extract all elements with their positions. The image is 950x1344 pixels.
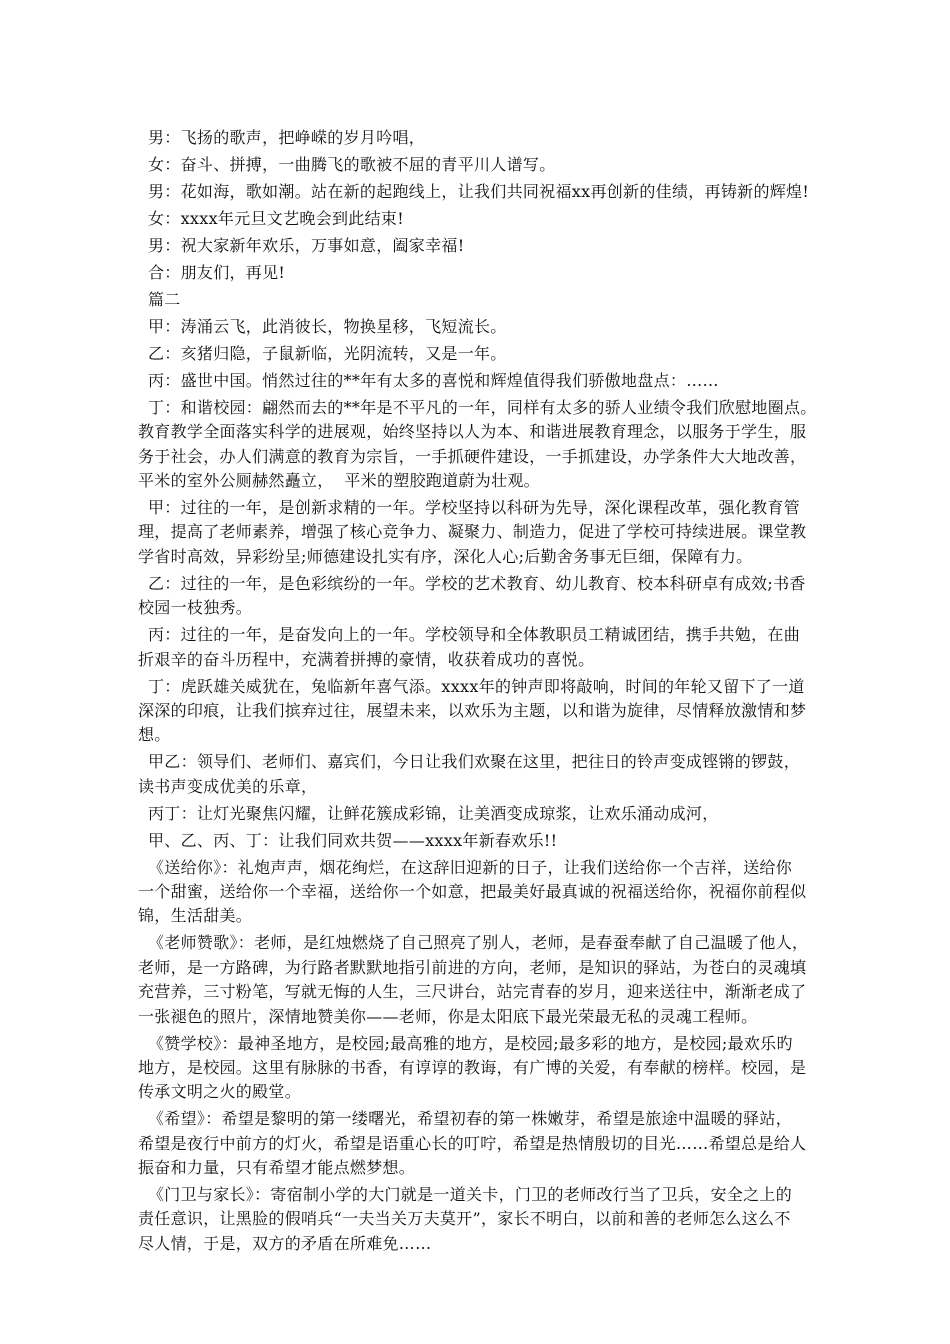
text-line: 丁：虎跃雄关威犹在，兔临新年喜气添。xxxx年的钟声即将敲响，时间的年轮又留下了一道	[148, 676, 805, 696]
text-line: 锦，生活甜美。	[138, 906, 253, 926]
text-line: 深深的印痕，让我们摈弃过往，展望未来，以欢乐为主题，以和谐为旋律，尽情释放激情和梦	[138, 700, 807, 720]
text-line: 校园一枝独秀。	[138, 598, 253, 618]
text-line: 乙：亥猪归隐，子鼠新临，光阴流转，又是一年。	[148, 343, 507, 363]
text-line: 女：xxxx年元旦文艺晚会到此结束!	[148, 208, 404, 228]
text-line: 丁：和谐校园：翩然而去的**年是不平凡的一年，同样有太多的骄人业绩令我们欣慰地圈点。	[148, 397, 817, 417]
text-line: 男：祝大家新年欢乐，万事如意，阖家幸福!	[148, 235, 465, 255]
text-line: 甲、乙、丙、丁：让我们同欢共贺——xxxx年新春欢乐!!	[148, 830, 558, 850]
text-line: 《赞学校》：最神圣地方，是校园;最高雅的地方，是校园;最多彩的地方，是校园;最欢乐旳	[148, 1033, 793, 1053]
text-line: 传承文明之火的殿堂。	[138, 1082, 302, 1102]
text-line: 甲：涛涌云飞，此消彼长，物换星移，飞短流长。	[148, 316, 507, 336]
text-line: 一张褪色的照片，深情地赞美你——老师，你是太阳底下最光荣最无私的灵魂工程师。	[138, 1006, 758, 1026]
text-line: 尽人情，于是，双方的矛盾在所难免……	[138, 1233, 432, 1253]
text-line: 折艰辛的奋斗历程中，充满着拼搏的豪情，收获着成功的喜悦。	[138, 649, 595, 669]
text-line: 甲乙：领导们、老师们、嘉宾们，今日让我们欢聚在这里，把往日的铃声变成铿锵的锣鼓，	[148, 752, 801, 772]
document-body	[138, 126, 818, 1256]
text-line: 充营养，三寸粉笔，写就无悔的人生，三尺讲台，站完青春的岁月，迎来送往中，渐渐老成了	[138, 982, 807, 1002]
text-line: 《希望》：希望是黎明的第一缕曙光，希望初春的第一株嫩芽，希望是旅途中温暖的驿站，	[148, 1109, 793, 1129]
text-line: 男：花如海，歌如潮。站在新的起跑线上，让我们共同祝福xx再创新的佳绩，再铸新的辉煌!	[148, 181, 810, 201]
text-line: 女：奋斗、拼搏，一曲腾飞的歌被不屈的青平川人谱写。	[148, 154, 556, 174]
text-line: 甲：过往的一年，是创新求精的一年。学校坚持以科研为先导，深化课程改革，强化教育管	[148, 498, 801, 517]
text-line: 务于社会，办人们满意的教育为宗旨，一手抓硬件建设，一手抓建设，办学条件大大地改善，	[138, 446, 807, 466]
text-line: 责任意识，让黑脸的假哨兵“一夫当关万夫莫开”，家长不明白，以前和善的老师怎么这么不	[138, 1209, 791, 1229]
text-line: 地方，是校园。这里有脉脉的书香，有谆谆的教诲，有广博的关爱，有奉献的榜样。校园，是	[138, 1057, 807, 1077]
text-line: 教育教学全面落实科学的进展观，始终坚持以人为本、和谐进展教育理念，以服务于学生，服	[138, 422, 807, 442]
text-line: 老师，是一方路碑，为行路者默默地指引前进的方向，老师，是知识的驿站，为苍白的灵魂填	[138, 957, 807, 977]
text-line: 想。	[138, 725, 171, 745]
text-line: 《老师赞歌》：老师，是红烛燃烧了自己照亮了别人，老师，是春蚕奉献了自己温暖了他人，	[148, 933, 809, 953]
text-line: 丙：过往的一年，是奋发向上的一年。学校领导和全体教职员工精诚团结，携手共勉，在曲	[148, 625, 801, 645]
text-line: 希望是夜行中前方的灯火，希望是语重心长的叮咛，希望是热情殷切的目光……希望总是给人	[138, 1133, 807, 1153]
text-line: 《送给你》：礼炮声声，烟花绚烂，在这辞旧迎新的日子，让我们送给你一个吉祥，送给你	[148, 857, 793, 877]
text-line: 一个甜蜜，送给你一个幸福，送给你一个如意，把最美好最真诚的祝福送给你，祝福你前程似	[138, 882, 807, 902]
text-line: 丙丁：让灯光聚焦闪耀，让鲜花簇成彩锦，让美酒变成琼浆，让欢乐涌动成河，	[148, 803, 719, 823]
text-line: 读书声变成优美的乐章，	[138, 776, 318, 796]
text-line: 《门卫与家长》：寄宿制小学的大门就是一道关卡，门卫的老师改行当了卫兵，安全之上的	[148, 1185, 793, 1205]
text-line: 男：飞扬的歌声，把峥嵘的岁月吟唱，	[148, 128, 426, 147]
text-line: 平米的室外公厕赫然矗立， 平米的塑胶跑道蔚为壮观。	[138, 471, 540, 491]
text-line: 篇二	[148, 289, 181, 309]
text-line: 学省时高效，异彩纷呈;师德建设扎实有序，深化人心;后勤舍务事无巨细，保障有力。	[138, 546, 753, 566]
text-line: 理，提高了老师素养，增强了核心竞争力、凝聚力、制造力，促进了学校可持续进展。课堂教	[138, 522, 807, 542]
text-line: 合：朋友们，再见!	[148, 262, 286, 282]
text-line: 丙：盛世中国。悄然过往的**年有太多的喜悦和辉煌值得我们骄傲地盘点：……	[148, 370, 719, 390]
text-line: 振奋和力量，只有希望才能点燃梦想。	[138, 1158, 416, 1178]
text-line: 乙：过往的一年，是色彩缤纷的一年。学校的艺术教育、幼儿教育、校本科研卓有成效;书香	[148, 573, 806, 593]
